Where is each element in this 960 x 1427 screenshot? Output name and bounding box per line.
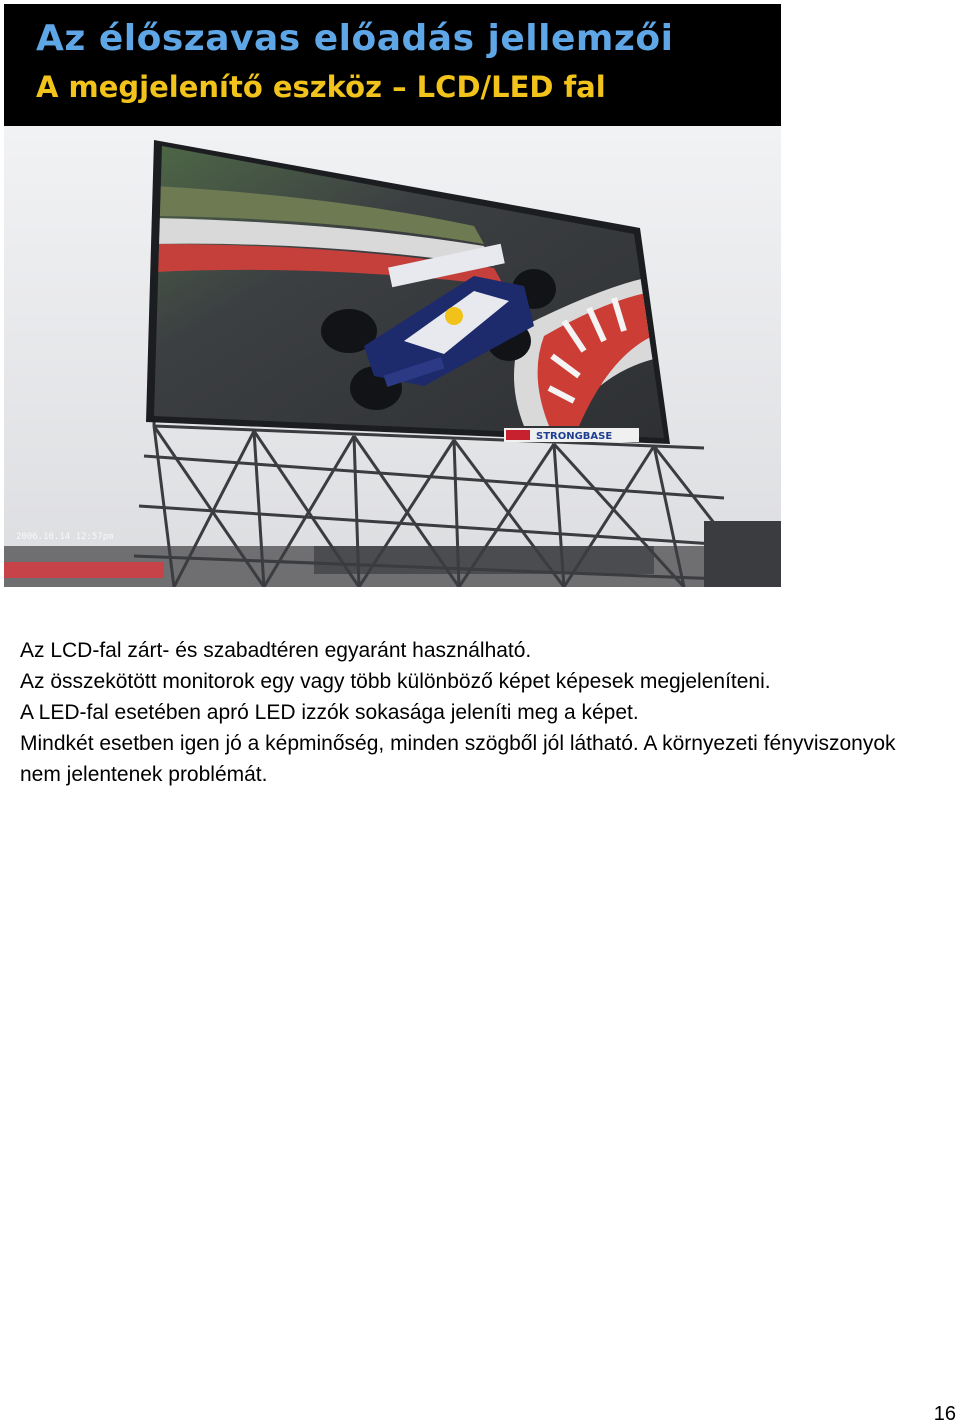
- sponsor-plate: [504, 428, 639, 442]
- body-line-1: Az LCD-fal zárt- és szabadtéren egyaránt használható.: [20, 639, 532, 662]
- body-line-2: Az összekötött monitorok egy vagy több különböző képet képesek megjeleníteni.: [20, 670, 771, 693]
- body-text: [20, 635, 940, 790]
- billboard-photo: [4, 126, 781, 587]
- slide-header: [4, 4, 781, 126]
- body-line-3: A LED-fal esetében apró LED izzók sokasága jeleníti meg a képet.: [20, 701, 639, 724]
- billboard-brand-label: STRONGBASE: [536, 431, 613, 442]
- photo-timestamp: 2006.10.14 12:57pm: [16, 532, 114, 542]
- body-line-4: Mindkét esetben igen jó a képminőség, minden szögből jól látható. A környezeti fényviszonyok nem jelentenek problémát.: [20, 732, 896, 786]
- slide-image: [4, 4, 781, 587]
- slide-subtitle: A megjelenítő eszköz – LCD/LED fal: [36, 70, 606, 104]
- page-number: 16: [933, 1403, 956, 1425]
- slide-title: Az élőszavas előadás jellemzői: [36, 18, 674, 59]
